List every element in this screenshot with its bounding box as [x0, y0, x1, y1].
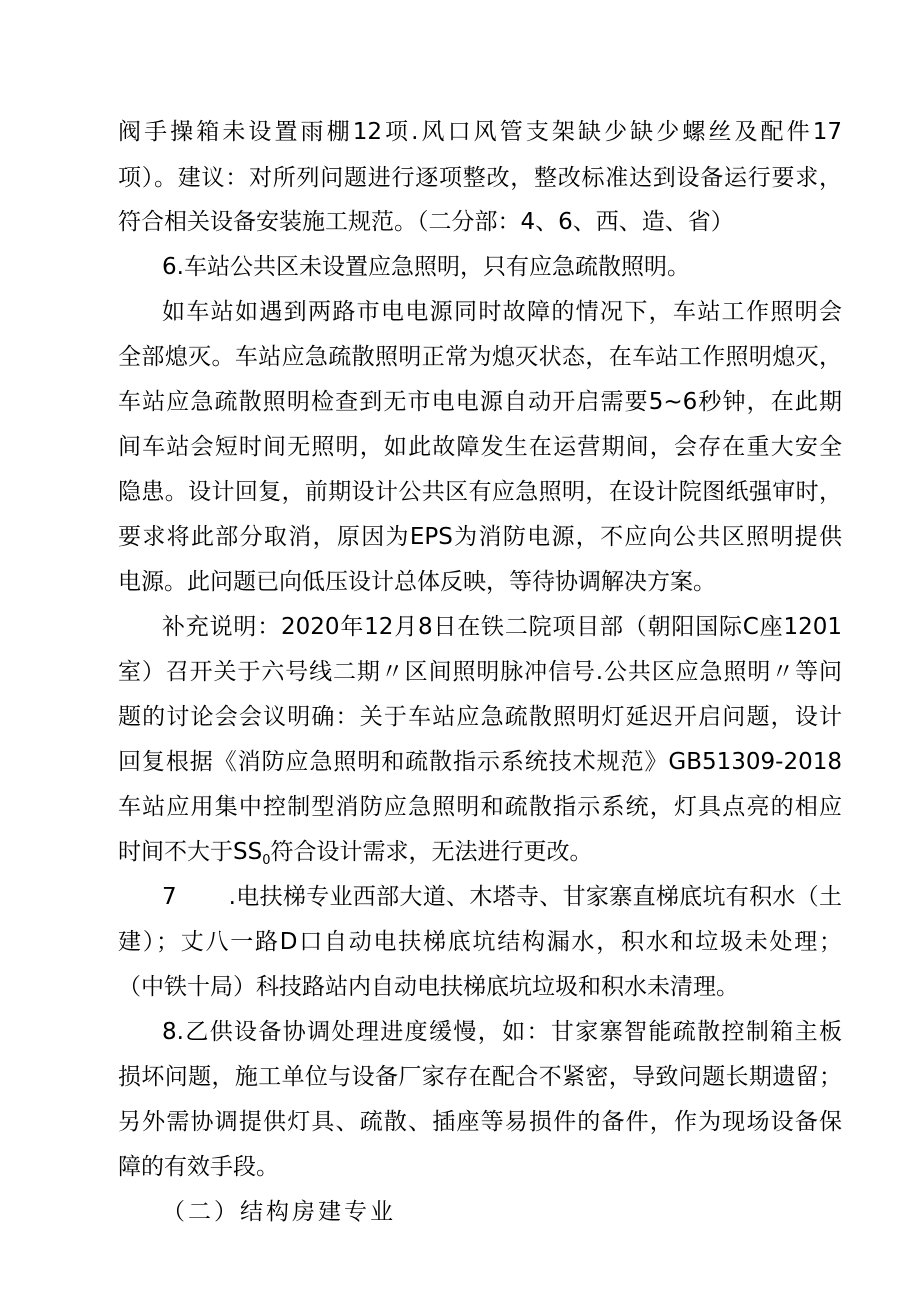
section-heading-structure: （二）结构房建专业 — [162, 1199, 396, 1225]
supplement-text-b: 符合设计需求，无法进行更改。 — [270, 839, 593, 865]
body-line-9: 隐患。设计回复，前期设计公共区有应急照明，在设计院图纸强审时， — [118, 479, 842, 505]
supplement-line-1: 补充说明：2020年12月8日在铁二院项目部（朝阳国际C座1201 — [162, 614, 842, 640]
body-line-2: 项）。建议：对所列问题进行逐项整改，整改标准达到设备运行要求， — [118, 165, 842, 191]
body-line-6: 全部熄灭。车站应急疏散照明正常为熄灭状态，在车站工作照明熄灭， — [118, 344, 842, 370]
item-7-line-1 — [162, 879, 842, 915]
supplement-line-6 — [118, 834, 842, 870]
body-line-5: 如车站如遇到两路市电电源同时故障的情况下，车站工作照明会 — [162, 299, 842, 325]
supplement-line-5: 车站应用集中控制型消防应急照明和疏散指示系统，灯具点亮的相应 — [118, 794, 842, 820]
body-line-1: 阀手操箱未设置雨棚12项.风口风管支架缺少缺少螺丝及配件17 — [118, 119, 842, 145]
body-line-10: 要求将此部分取消，原因为EPS为消防电源，不应向公共区照明提供 — [118, 524, 842, 550]
item-6-heading: 6.车站公共区未设置应急照明，只有应急疏散照明。 — [162, 254, 690, 280]
item-8-line-4: 障的有效手段。 — [118, 1154, 279, 1180]
item-8-line-1: 8.乙供设备协调处理进度缓慢，如：甘家寨智能疏散控制箱主板 — [162, 1019, 842, 1045]
supplement-text-a: 时间不大于SS — [118, 839, 263, 865]
item-7-number: 7 — [162, 884, 177, 910]
supplement-line-2: 室）召开关于六号线二期〃区间照明脉冲信号.公共区应急照明〃等问 — [118, 659, 842, 685]
item-8-line-2: 损坏问题，施工单位与设备厂家存在配合不紧密，导致问题长期遗留； — [118, 1064, 842, 1090]
item-7-line-2: 建）；丈八一路D口自动电扶梯底坑结构漏水，积水和垃圾未处理； — [118, 929, 842, 955]
item-8-line-3: 另外需协调提供灯具、疏散、插座等易损件的备件，作为现场设备保 — [118, 1109, 842, 1135]
body-line-7: 车站应急疏散照明检查到无市电电源自动开启需要5~6秒钟，在此期 — [118, 389, 842, 415]
body-line-11: 电源。此问题已向低压设计总体反映，等待协调解决方案。 — [118, 569, 716, 595]
body-line-3: 符合相关设备安装施工规范。（二分部：4、6、西、造、省） — [118, 209, 734, 235]
body-line-8: 间车站会短时间无照明，如此故障发生在运营期间，会存在重大安全 — [118, 434, 842, 460]
item-7-text: .电扶梯专业西部大道、木塔寺、甘家寨直梯底坑有积水（土 — [228, 884, 842, 910]
item-7-line-3: （中铁十局）科技路站内自动电扶梯底坑垃圾和积水未清理。 — [118, 974, 739, 1000]
supplement-line-3: 题的讨论会会议明确：关于车站应急疏散照明灯延迟开启问题，设计 — [118, 704, 842, 730]
subscript-zero: 0 — [262, 853, 271, 868]
supplement-line-4: 回复根据《消防应急照明和疏散指示系统技术规范》GB51309-2018 — [118, 749, 842, 775]
